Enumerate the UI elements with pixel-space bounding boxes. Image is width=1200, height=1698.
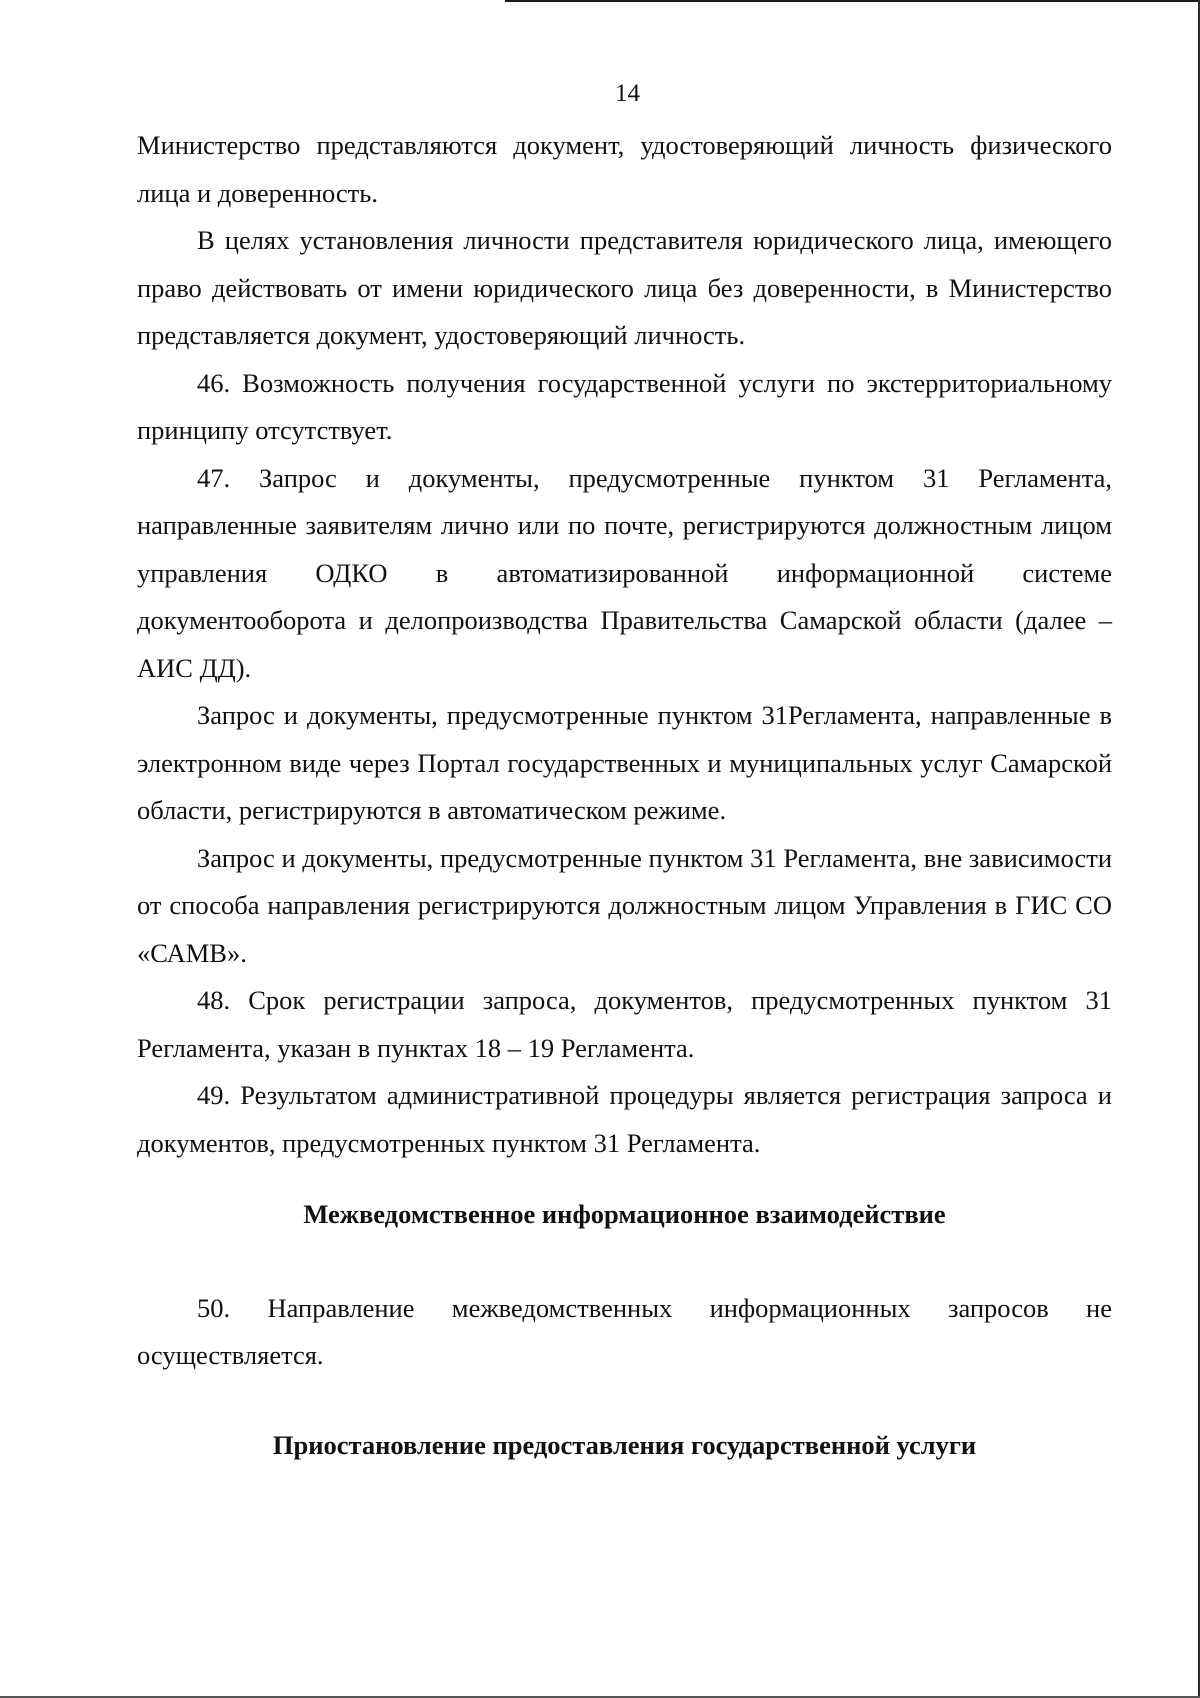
section-heading-suspension: Приостановление предоставления государственной услуги bbox=[272, 1429, 977, 1460]
paragraph-47-registration: Запрос и документы, предусмотренные пунктом 31 Регламента, вне зависимости от способа направления регистрируются должностным лицом Управления в ГИС СО «САМВ». bbox=[137, 842, 1112, 968]
document-body bbox=[137, 122, 1112, 1469]
paragraph-49: 49. Результатом административной процедуры является регистрация запроса и документов, предусмотренных пунктом 31 Регламента. bbox=[137, 1080, 1112, 1158]
paragraph-46: 46. Возможность получения государственной услуги по экстерриториальному принципу отсутствует. bbox=[137, 367, 1112, 445]
paragraph-50: 50. Направление межведомственных информационных запросов не осуществляется. bbox=[137, 1292, 1112, 1370]
scan-edge-top bbox=[505, 0, 1200, 2]
paragraph-ministry-documents: Министерство представляются документ, удостоверяющий личность физического лица и доверенность. bbox=[137, 130, 1112, 208]
paragraph-48: 48. Срок регистрации запроса, документов, предусмотренных пунктом 31 Регламента, указан в пунктах 18 – 19 Регламента. bbox=[137, 985, 1112, 1063]
paragraph-47: 47. Запрос и документы, предусмотренные пунктом 31 Регламента, направленные заявителям лично или по почте, регистрируются должностным лицом управления ОДКО в автоматизированной информационной системе документооборота и делопроизводства Правительства Самарской области (далее – АИС ДД). bbox=[137, 462, 1112, 683]
paragraph-47-electronic: Запрос и документы, предусмотренные пунктом 31Регламента, направленные в электронном виде через Портал государственных и муниципальных услуг Самарской области, регистрируются в автоматическом режиме. bbox=[137, 700, 1112, 825]
paragraph-legal-entity-identity: В целях установления личности представителя юридического лица, имеющего право действовать от имени юридического лица без доверенности, в Министерство представляется документ, удостоверяющий личность. bbox=[137, 225, 1112, 350]
page-number: 14 bbox=[615, 80, 640, 107]
section-heading-interagency: Межведомственное информационное взаимодействие bbox=[303, 1199, 946, 1229]
